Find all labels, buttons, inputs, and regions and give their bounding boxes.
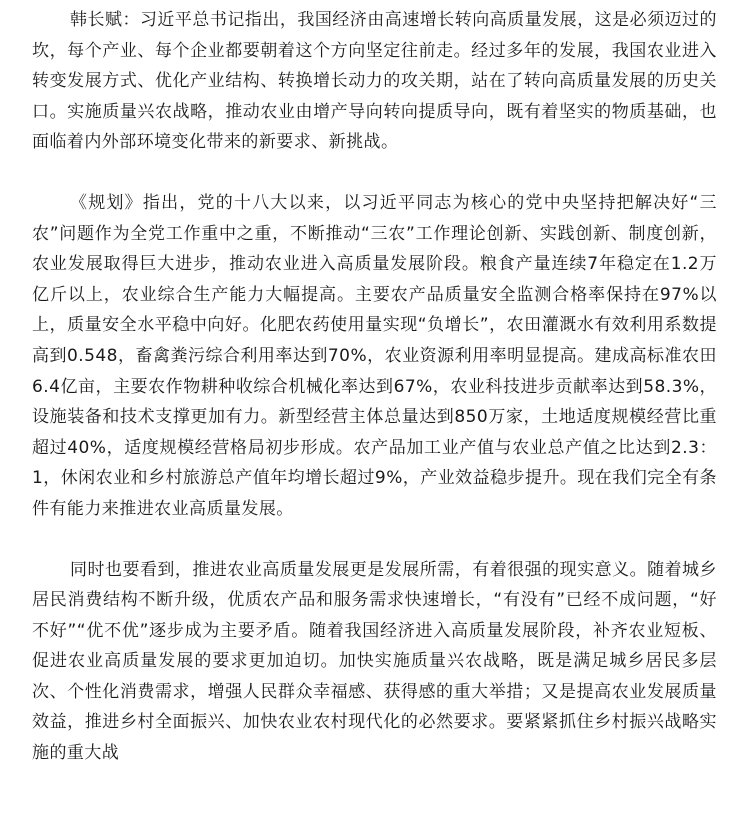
paragraph-2: 《规划》指出，党的十八大以来，以习近平同志为核心的党中央坚持把解决好“三农”问题作为全党工作重中之重，不断推动“三农”工作理论创新、实践创新、制度创新，农业发展取得巨大进步，推动农业进入高质量发展阶段。粮食产量连续7年稳定在1.2万亿斤以上，农业综合生产能力大幅提高。主要农产品质量安全监测合格率保持在97%以上，质量安全水平稳中向好。化肥农药使用量实现“负增长”，农田灌溉水有效利用系数提高到0.548，畜禽粪污综合利用率达到70%，农业资源利用率明显提高。建成高标准农田6.4亿亩，主要农作物耕种收综合机械化率达到67%，农业科技进步贡献率达到58.3%，设施装备和技术支撑更加有力。新型经营主体总量达到850万家，土地适度规模经营比重超过40%，适度规模经营格局初步形成。农产品加工业产值与农业总产值之比达到2.3：1，休闲农业和乡村旅游总产值年均增长超过9%，产业效益稳步提升。现在我们完全有条件有能力来推进农业高质量发展。: [32, 192, 717, 519]
paragraph-3: 同时也要看到，推进农业高质量发展更是发展所需，有着很强的现实意义。随着城乡居民消费结构不断升级，优质农产品和服务需求快速增长，“有没有”已经不成问题，“好不好”“优不优”逐步成为主要矛盾。随着我国经济进入高质量发展阶段，补齐农业短板、促进农业高质量发展的要求更加迫切。加快实施质量兴农战略，既是满足城乡居民多层次、个性化消费需求，增强人民群众幸福感、获得感的重大举措；又是提高农业发展质量效益，推进乡村全面振兴、加快农业农村现代化的必然要求。要紧紧抓住乡村振兴战略实施的重大战: [32, 559, 717, 764]
article-body: [32, 5, 717, 799]
paragraph-1: 韩长赋：习近平总书记指出，我国经济由高速增长转向高质量发展，这是必须迈过的坎，每个产业、每个企业都要朝着这个方向坚定往前走。经过多年的发展，我国农业进入转变发展方式、优化产业结构、转换增长动力的攻关期，站在了转向高质量发展的历史关口。实施质量兴农战略，推动农业由增产导向转向提质导向，既有着坚实的物质基础，也面临着内外部环境变化带来的新要求、新挑战。: [32, 10, 717, 153]
